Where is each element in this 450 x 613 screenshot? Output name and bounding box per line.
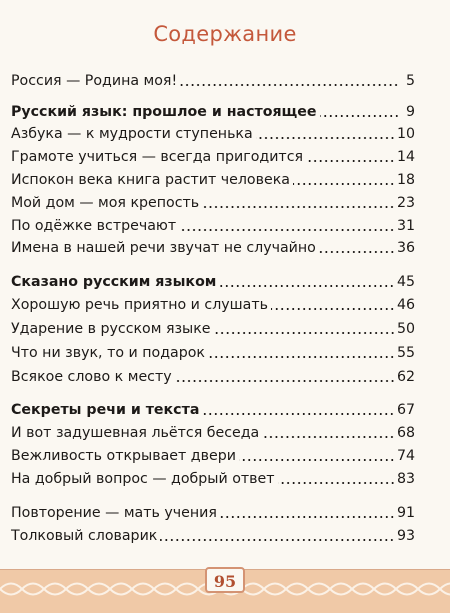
toc-entry (11, 318, 415, 340)
toc-leader-dots (175, 380, 395, 382)
toc-entry-label: Секреты речи и текста (11, 402, 200, 418)
toc-entry-page: 74 (396, 448, 415, 464)
toc-leader-dots (293, 183, 395, 185)
toc-entry-label: Грамоте учиться — всегда пригодится (11, 149, 304, 165)
toc-entry (11, 294, 415, 316)
toc-leader-dots (320, 115, 400, 117)
toc-entry-label: Сказано русским языком (11, 274, 217, 290)
page-number-badge: 95 (205, 567, 245, 593)
toc-entry (11, 422, 415, 444)
toc-entry-label: Азбука — к мудрости ступенька (11, 126, 253, 142)
toc-entry-page: 14 (396, 149, 415, 165)
toc-entry-label: Хорошую речь приятно и слушать (11, 297, 268, 313)
toc-leader-dots (208, 356, 395, 358)
toc-leader-dots (306, 160, 395, 162)
toc-leader-dots (160, 539, 395, 541)
toc-entry (11, 468, 415, 490)
toc-entry-page: 83 (396, 471, 415, 487)
toc-entry-label: По одёжке встречают (11, 218, 177, 234)
toc-entry-label: Испокон века книга растит человека (11, 172, 290, 188)
toc-entry (11, 169, 415, 191)
toc-leader-dots (319, 251, 395, 253)
toc-entry-label: И вот задушевная льётся беседа (11, 425, 260, 441)
toc-entry-label: Россия — Родина моя! (11, 73, 178, 89)
toc-entry-page: 31 (396, 218, 415, 234)
toc-entry-page: 50 (396, 321, 415, 337)
toc-leader-dots (220, 516, 395, 518)
toc-entry-label: Имена в нашей речи звучат не случайно (11, 240, 316, 256)
toc-entry-label: Толковый словарик (11, 528, 158, 544)
toc-entry-page: 23 (396, 195, 415, 211)
toc-entry (11, 215, 415, 237)
toc-entry-page: 10 (396, 126, 415, 142)
toc-entry-page: 46 (396, 297, 415, 313)
toc-entry-label: Ударение в русском языке (11, 321, 211, 337)
toc-entry-page: 62 (396, 369, 415, 385)
toc-entry-page: 68 (396, 425, 415, 441)
toc-leader-dots (180, 84, 399, 86)
toc-leader-dots (202, 413, 395, 415)
toc-leader-dots (278, 482, 395, 484)
toc-entry-label: Всякое слово к месту (11, 369, 172, 385)
toc-leader-dots (219, 285, 395, 287)
toc-entry-page: 93 (396, 528, 415, 544)
toc-leader-dots (202, 206, 395, 208)
toc-section-heading (11, 399, 415, 421)
toc-entry-page: 18 (396, 172, 415, 188)
toc-entry-label: Русский язык: прошлое и настоящее (11, 104, 317, 120)
toc-leader-dots (262, 436, 395, 438)
toc-entry-page: 67 (396, 402, 415, 418)
toc-entry-label: Повторение — мать учения (11, 505, 217, 521)
toc-leader-dots (179, 229, 395, 231)
toc-entry-label: Что ни звук, то и подарок (11, 345, 205, 361)
toc-entry (11, 123, 415, 145)
toc-entry-page: 91 (396, 505, 415, 521)
toc-entry-page: 55 (396, 345, 415, 361)
toc-entry (11, 525, 415, 547)
toc-entry-page: 45 (396, 274, 415, 290)
toc-entry-label: Вежливость открывает двери (11, 448, 236, 464)
toc-entry (11, 192, 415, 214)
toc-entry-page: 36 (396, 240, 415, 256)
toc-entry (11, 146, 415, 168)
toc-leader-dots (256, 137, 395, 139)
toc-entry (11, 70, 415, 92)
toc-section-heading (11, 101, 415, 123)
toc-entry (11, 445, 415, 467)
toc-entry-label: На добрый вопрос — добрый ответ (11, 471, 275, 487)
toc-entry (11, 502, 415, 524)
toc-entry-label: Мой дом — моя крепость (11, 195, 200, 211)
toc-leader-dots (214, 332, 395, 334)
toc-entry (11, 342, 415, 364)
toc-leader-dots (239, 459, 395, 461)
toc-entry-page: 9 (405, 104, 415, 120)
toc-leader-dots (271, 308, 395, 310)
toc-entry (11, 237, 415, 259)
toc-entry-page: 5 (405, 73, 415, 89)
page-title: Содержание (153, 22, 297, 46)
toc-entry (11, 366, 415, 388)
toc-section-heading (11, 271, 415, 293)
